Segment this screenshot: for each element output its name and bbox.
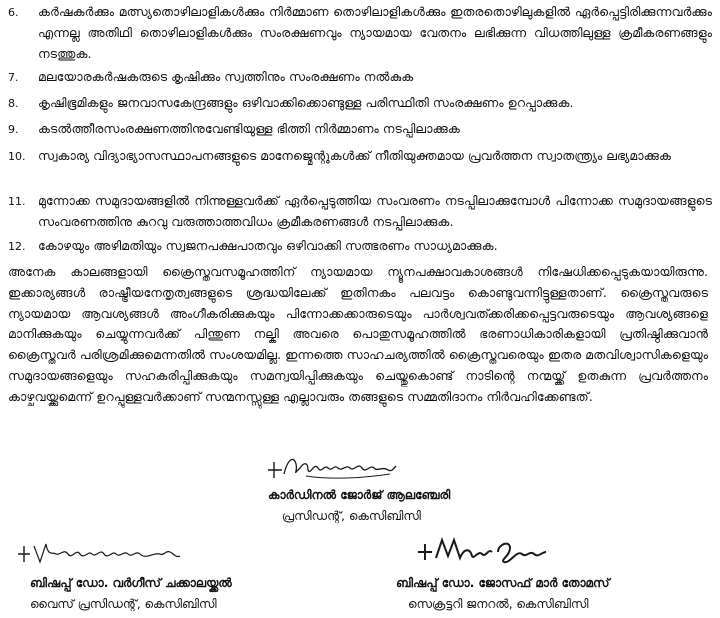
- list-item-9: [8, 118, 712, 140]
- vice-president-name: ബിഷപ്പ് ഡോ. വർഗീസ് ചക്കാലയ്ക്കൽ: [30, 576, 232, 590]
- signature-president: [262, 450, 402, 484]
- list-text: മുന്നോക്ക സമുദായങ്ങളിൽ നിന്നുള്ളവർക്ക് ഏർപ്പെടുത്തിയ സംവരണം നടപ്പിലാക്കുമ്പോൾ പിന്നോക്ക സമുദായങ്ങളുടെ സംവരണത്തിനു കുറവു വരുത്താത്തവിധം ക്രമീകരണങ്ങൾ നടപ്പിലാക്കുക.: [38, 193, 712, 229]
- list-text: സ്വകാര്യ വിദ്യാഭ്യാസസ്ഥാപനങ്ങളുടെ മാനേജ്മെന്റുകൾക്ക് നീതിയുക്തമായ പ്രവർത്തന സ്വാതന്ത്ര്യം ലഭ്യമാക്കുക: [38, 148, 671, 163]
- list-item-7: [8, 66, 712, 88]
- vice-president-role: വൈസ് പ്രസിഡന്റ്, കെസിബിസി: [30, 597, 217, 611]
- list-text: മലയോരകർഷകരുടെ കൃഷിക്കും സ്വത്തിനും സംരക്ഷണം നൽകുക: [38, 69, 414, 84]
- list-number: 12.: [8, 240, 26, 253]
- president-name: കാർഡിനൽ ജോർജ് ആലഞ്ചേരി: [268, 488, 451, 502]
- list-text: കർഷകർക്കും മത്സ്യതൊഴിലാളികൾക്കും നിർമ്മാണ തൊഴിലാളികൾക്കും ഇതരതൊഴിലുകളിൽ ഏർപ്പെട്ടിരിക്കുന്നവർക്കും എന്നല്ല അതിഥി തൊഴിലാളികൾക്കും സംരക്ഷണവും ന്യായമായ വേതനം ലഭിക്കുന്ന വിധത്തിലുള്ള ക്രമീകരണങ്ങളും നടത്തുക.: [38, 4, 712, 61]
- secretary-name: ബിഷപ്പ് ഡോ. ജോസഫ് മാർ തോമസ്: [396, 576, 610, 590]
- list-text: കോഴയും അഴിമതിയും സ്വജനപക്ഷപാതവും ഒഴിവാക്കി സത്ഭരണം സാധ്യമാക്കുക.: [38, 238, 498, 253]
- secretary-role: സെക്രട്ടറി ജനറൽ, കെസിബിസി: [408, 597, 589, 611]
- list-item-10: [8, 145, 712, 167]
- list-item-6: [8, 1, 712, 64]
- signature-secretary: [414, 526, 554, 570]
- list-number: 8.: [8, 97, 19, 110]
- list-number: 9.: [8, 123, 19, 136]
- signature-vice-president: [14, 536, 194, 570]
- list-number: 10.: [8, 150, 26, 163]
- list-number: 7.: [8, 71, 19, 84]
- list-number: 6.: [8, 6, 19, 19]
- list-item-11: [8, 190, 712, 232]
- body-paragraph: അനേക കാലങ്ങളായി ക്രൈസ്തവസമൂഹത്തിന് ന്യായമായ ന്യൂനപക്ഷാവകാശങ്ങൾ നിഷേധിക്കപ്പെടുകയായിരുന്നു. ഇക്കാര്യങ്ങൾ രാഷ്ട്രീയനേതൃത്വങ്ങളുടെ ശ്രദ്ധയിലേക്ക് ഇതിനകം പലവട്ടം കൊണ്ടുവന്നിട്ടുള്ളതാണ്. ക്രൈസ്തവരുടെ ന്യായമായ ആവശ്യങ്ങൾ അംഗീകരിക്കുകയും പിന്നോക്കക്കാരുടെയും പാർശ്വവത്ക്കരിക്കപ്പെട്ടവരുടെയും ആവശ്യങ്ങളെ മാനിക്കുകയും ചെയ്യുന്നവർക്ക് പിന്തുണ നല്കി അവരെ പൊതുസമൂഹത്തിൽ ഭരണാധികാരികളായി പ്രതിഷ്ഠിക്കുവാൻ ക്രൈസ്തവർ പരിശ്രമിക്കുമെന്നതിൽ സംശയമില്ല. ഇന്നത്തെ സാഹചര്യത്തിൽ ക്രൈസ്തവരെയും ഇതര മതവിശ്വാസികളെയും സമുദായങ്ങളെയും സഹകരിപ്പിക്കുകയും സമന്വയിപ്പിക്കുകയും ചെയ്തുകൊണ്ട് നാടിന്റെ നന്മയ്ക്ക് ഉതകുന്ന പ്രവർത്തനം കാഴ്ചവയ്ക്കുമെന്ന് ഉറപ്പുള്ളവർക്കാണ് സന്മനസ്സുള്ള എല്ലാവരും തങ്ങളുടെ സമ്മതിദാനം നിർവഹിക്കേണ്ടത്.: [8, 264, 708, 404]
- list-text: കടൽത്തീരസംരക്ഷണത്തിനുവേണ്ടിയുള്ള ഭിത്തി നിർമ്മാണം നടപ്പിലാക്കുക: [38, 121, 460, 136]
- list-item-8: [8, 92, 712, 114]
- list-text: കൃഷിഭൂമികളും ജനവാസകേന്ദ്രങ്ങളും ഒഴിവാക്കിക്കൊണ്ടുള്ള പരിസ്ഥിതി സംരക്ഷണം ഉറപ്പാക്കുക.: [38, 95, 574, 110]
- list-number: 11.: [8, 195, 26, 208]
- list-item-12: [8, 235, 712, 257]
- president-role: പ്രസിഡന്റ്, കെസിബിസി: [282, 509, 421, 523]
